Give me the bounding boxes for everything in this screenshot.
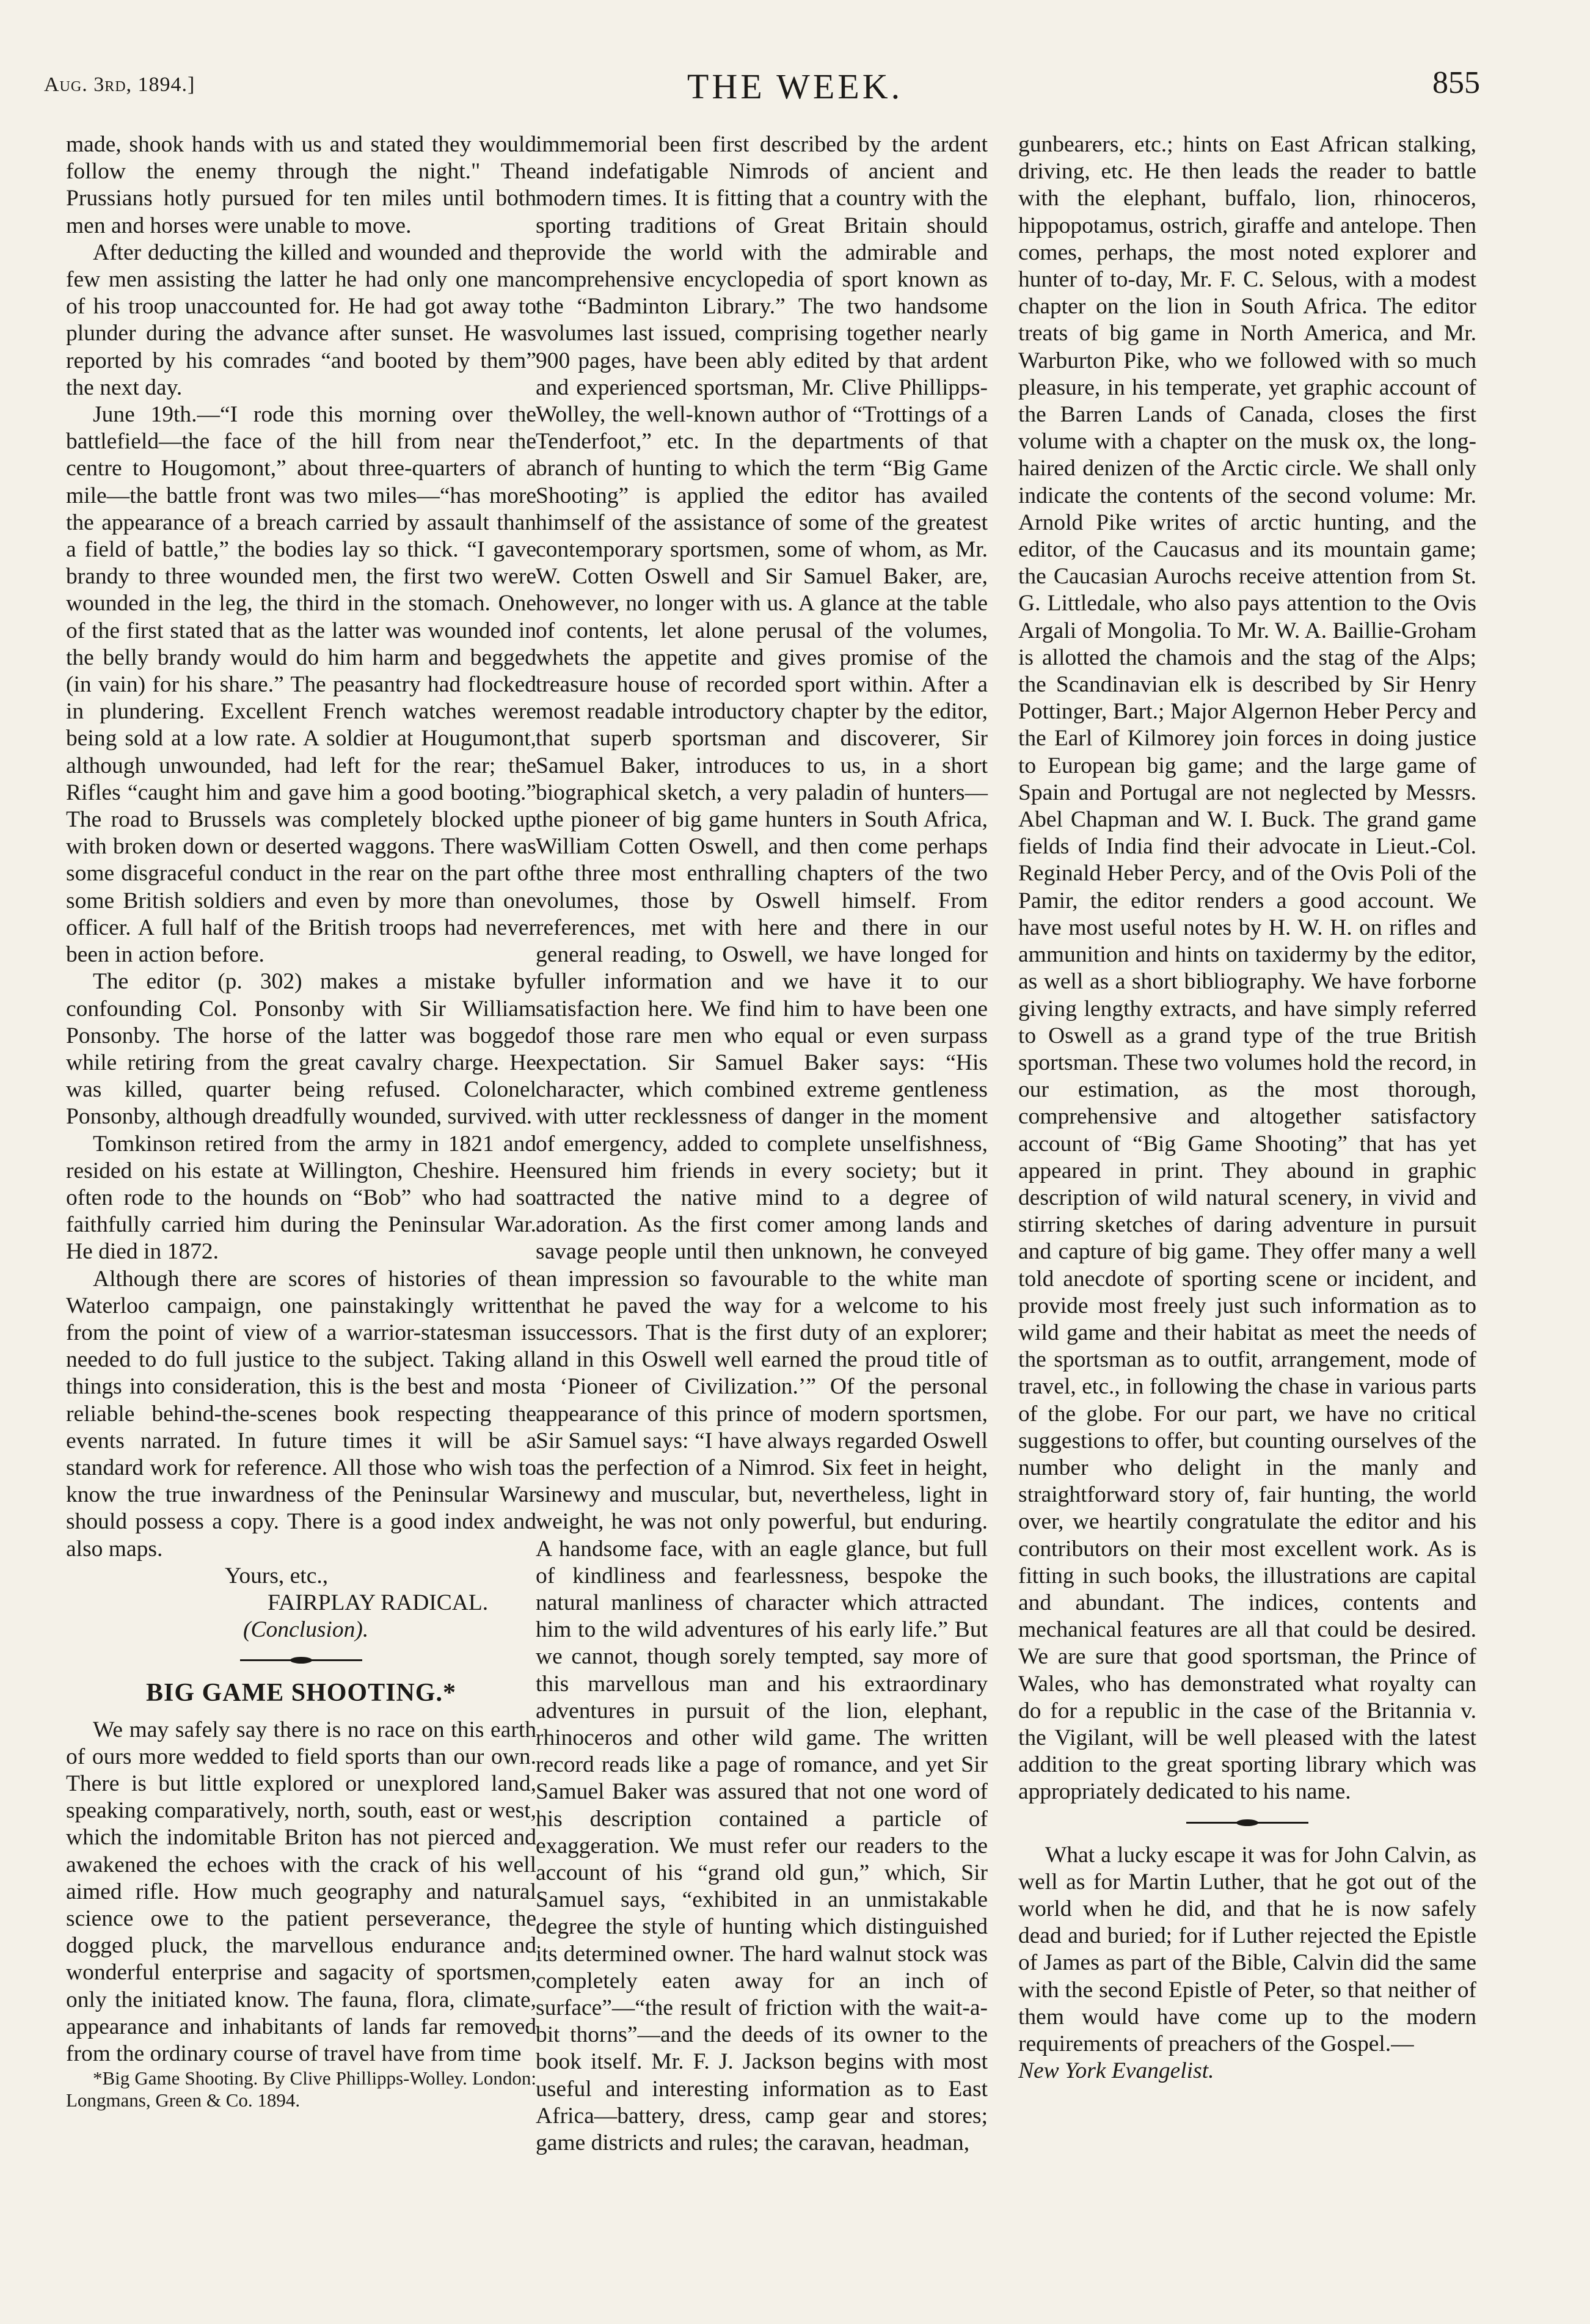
column-1 (66, 131, 536, 2111)
conclusion-note: (Conclusion). (243, 1617, 369, 1643)
paragraph: The editor (p. 302) makes a mistake by confounding Col. Ponsonby with Sir William Ponsonby. The horse of the latter was bogged while retiring from the great cavalry charge. He was killed, quarter being refused. Colonel Ponsonby, although dreadfully wounded, survived. (66, 969, 536, 1130)
section-divider (240, 1659, 362, 1661)
paragraph: Although there are scores of histories of the Waterloo campaign, one painstakingly written from the point of view of a warrior-statesman is needed to do full justice to the subject. Taking all things into consideration, this is the best and most reliable behind-the-scenes book respecting the events narrated. In future times it will be a standard work for reference. All those who wish to know the true inwardness of the Peninsular War should possess a copy. There is a good index and also maps. (66, 1266, 536, 1562)
paragraph: After deducting the killed and wounded and the few men assisting the latter he had only one man of his troop unaccounted for. He had got away to plunder during the advance after sunset. He was reported by his comrades “and booted by them” the next day. (66, 239, 536, 400)
signature: FAIRPLAY RADICAL. (268, 1590, 489, 1615)
column-3 (1018, 131, 1476, 2085)
valediction: Yours, etc., (225, 1563, 329, 1588)
footnote: *Big Game Shooting. By Clive Phillipps-Wolley. London: Longmans, Green & Co. 1894. (66, 2067, 536, 2111)
paragraph: Tomkinson retired from the army in 1821 and resided on his estate at Willington, Cheshire. He often rode to the hounds on “Bob” who had so faithfully carried him during the Peninsular War. He died in 1872. (66, 1131, 536, 1265)
section-divider (1186, 1822, 1308, 1824)
page-number: 855 (1432, 65, 1480, 100)
paragraph: We may safely say there is no race on this earth of ours more wedded to field sports than our own. There is but little explored or unexplored land, speaking comparatively, north, south, east or west, which the indomitable Briton has not pierced and awakened the echoes with the crack of his well aimed rifle. How much geography and natural science owe to the patient perseverance, the dogged pluck, the marvellous endurance and wonderful enterprise and sagacity of sportsmen, only the initiated know. The fauna, flora, climate, appearance and inhabitants of lands far removed from the ordinary course of travel have from time (66, 1717, 536, 2067)
quote-source: New York Evangelist. (1018, 2058, 1214, 2084)
paragraph: June 19th.—“I rode this morning over the battlefield—the face of the hill from near the centre to Hougomont,” about three-quarters of a mile—the battle front was two miles—“has more the appearance of a breach carried by assault than a field of battle,” the bodies lay so thick. “I gave brandy to three wounded men, the first two were wounded in the leg, the third in the stomach. One of the first stated that as the latter was wounded in the belly brandy would do him harm and begged (in vain) for his share.” The peasantry had flocked in plundering. Excellent French watches were being sold at a low rate. A soldier at Hougumont, although unwounded, had left for the rear; the Rifles “caught him and gave him a good booting.” The road to Brussels was completely blocked up with broken down or deserted waggons. There was some disgraceful conduct in the rear on the part of some British soldiers and even by more than one officer. A full half of the British troops had never been in action before. (66, 402, 536, 968)
paragraph: made, shook hands with us and stated they would follow the enemy through the night." The Prussians hotly pursued for ten miles until both men and horses were unable to move. (66, 132, 536, 238)
paragraph: What a lucky escape it was for John Calvin, as well as for Martin Luther, that he got out of the world when he did, and that he is now safely dead and buried; for if Luther rejected the Epistle of James as part of the Bible, Calvin did the same with the second Epistle of Peter, so that neither of them would have come up to the modern requirements of preachers of the Gospel.— (1018, 1842, 1476, 2057)
paragraph: gunbearers, etc.; hints on East African stalking, driving, etc. He then leads the reader to battle with the elephant, buffalo, lion, rhinoceros, hippopotamus, ostrich, giraffe and antelope. Then comes, perhaps, the most noted explorer and hunter of to-day, Mr. F. C. Selous, with a modest chapter on the lion in South Africa. The editor treats of big game in North America, and Mr. Warburton Pike, who we followed with so much pleasure, in his temperate, yet graphic account of the Barren Lands of Canada, closes the first volume with a chapter on the musk ox, the long-haired denizen of the Arctic circle. We shall only indicate the contents of the second volume: Mr. Arnold Pike writes of arctic hunting, and the editor, of the Caucasus and its mountain game; the Caucasian Aurochs receive attention from St. G. Littledale, who also pays attention to the Ovis Argali of Mongolia. To Mr. W. A. Baillie-Groham is allotted the chamois and the stag of the Alps; the Scandinavian elk is described by Sir Henry Pottinger, Bart.; Major Algernon Heber Percy and the Earl of Kilmorey join forces in doing justice to European big game; and the large game of Spain and Portugal are not neglected by Messrs. Abel Chapman and W. I. Buck. The grand game fields of India find their advocate in Lieut.-Col. Reginald Heber Percy, and of the Ovis Poli of the Pamir, the editor renders a good account. We have most useful notes by H. W. H. on rifles and ammunition and hints on taxidermy by the editor, as well as a short bibliography. We have forborne giving lengthy extracts, and have simply referred to Oswell as a grand type of the true British sportsman. These two volumes hold the record, in our estimation, as the most thorough, comprehensive and altogether satisfactory account of “Big Game Shooting” that has yet appeared in print. They abound in graphic description of wild natural scenery, in vivid and stirring sketches of daring adventure in pursuit and capture of big game. They offer many a well told anecdote of sporting scene or incident, and provide most freely just such information as to wild game and their habitat as meet the needs of the sportsman as to outfit, arrangement, mode of travel, etc., in following the chase in various parts of the globe. For our part, we have no critical suggestions to offer, but counting ourselves of the number who delight in the manly and straightforward story of, fair hunting, the world over, we heartily congratulate the editor and his contributors on their most excellent work. As is fitting in such books, the illustrations are capital and abundant. The indices, contents and mechanical features are all that could be desired. We are sure that good sportsman, the Prince of Wales, who has demonstrated what royalty can do for a republic in the case of the Britannia v. the Vigilant, will be well pleased with the latest addition to the great sporting library which was appropriately dedicated to his name. (1018, 132, 1476, 1805)
masthead-title: THE WEEK. (687, 67, 903, 106)
column-2 (536, 131, 988, 2157)
letter-signature-block (66, 1563, 536, 1644)
paragraph: immemorial been first described by the ardent and indefatigable Nimrods of ancient and modern times. It is fitting that a country with the sporting traditions of Great Britain should provide the world with the admirable and comprehensive encyclopedia of sport known as the “Badminton Library.” The two handsome volumes last issued, comprising together nearly 900 pages, have been ably edited by that ardent and experienced sportsman, Mr. Clive Phillipps-Wolley, the well-known author of “Trottings of a Tenderfoot,” etc. In the departments of that branch of hunting to which the term “Big Game Shooting” is applied the editor has availed himself of the assistance of some of the greatest contemporary sportsmen, some of whom, as Mr. W. Cotten Oswell and Sir Samuel Baker, are, however, no longer with us. A glance at the table of contents, let alone perusal of the volumes, whets the appetite and gives promise of the treasure house of recorded sport within. After a most readable introductory chapter by the editor, that superb sportsman and discoverer, Sir Samuel Baker, introduces to us, in a short biographical sketch, a very paladin of hunters—the pioneer of big game hunters in South Africa, William Cotten Oswell, and then come perhaps the three most enthralling chapters of the two volumes, those by Oswell himself. From references, met with here and there in our general reading, to Oswell, we have longed for fuller information and we have it to our satisfaction here. We find him to have been one of those rare men who equal or even surpass expectation. Sir Samuel Baker says: “His character, which combined extreme gentleness with utter recklessness of danger in the moment of emergency, added to complete unselfishness, ensured him friends in every society; but it attracted the native mind to a degree of adoration. As the first comer among lands and savage people until then unknown, he conveyed an impression so favourable to the white man that he paved the way for a welcome to his successors. That is the first duty of an explorer; and in this Oswell well earned the proud title of a ‘Pioneer of Civilization.’” Of the personal appearance of this prince of modern sportsmen, Sir Samuel says: “I have always regarded Oswell as the perfection of a Nimrod. Six feet in height, sinewy and muscular, but, nevertheless, light in weight, he was not only powerful, but enduring. A handsome face, with an eagle glance, but full of kindliness and fearlessness, bespoke the natural manliness of character which attracted him to the wild adventures of his early life.” But we cannot, though sorely tempted, say more of this marvellous man and his extraordinary adventures in pursuit of the lion, elephant, rhinoceros and other wild game. The written record reads like a page of romance, and yet Sir Samuel Baker was assured that not one word of his description contained a particle of exaggeration. We must refer our readers to the account of his “grand old gun,” which, Sir Samuel says, “exhibited in an unmistakable degree the style of hunting which distinguished its determined owner. The hard walnut stock was completely eaten away for an inch of surface”—“the result of friction with the wait-a-bit thorns”—and the deeds of its owner to the book itself. Mr. F. J. Jackson begins with most useful and interesting information as to East Africa—battery, dress, camp gear and stores; game districts and rules; the caravan, headman, (536, 132, 988, 2156)
article-heading: BIG GAME SHOOTING.* (146, 1679, 456, 1708)
issue-date: Aug. 3rd, 1894.] (44, 73, 195, 96)
